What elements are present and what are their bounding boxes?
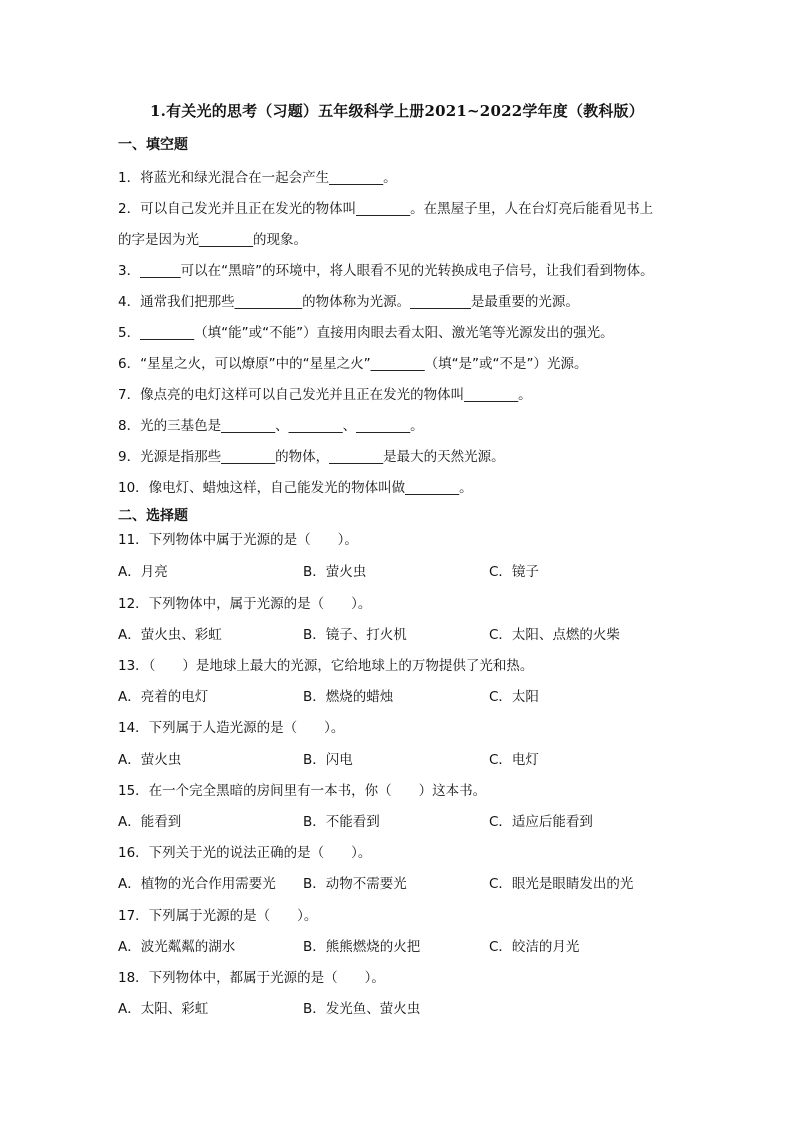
choice-16-option-b: B．动物不需要光 [303,876,407,892]
choice-14-option-b: B．闪电 [303,752,353,768]
choice-12-option-b: B．镜子、打火机 [303,627,407,643]
choice-question-12: 12．下列物体中，属于光源的是（ ）。 [118,596,372,612]
section-fill-in-heading: 一、填空题 [118,137,188,153]
fill-question-3: 3．______可以在“黑暗”的环境中，将人眼看不见的光转换成电子信号，让我们看到物体。 [118,263,654,279]
choice-question-11: 11．下列物体中属于光源的是（ ）。 [118,532,358,548]
choice-13-option-c: C．太阳 [489,689,539,705]
choice-17-option-c: C．皎洁的月光 [489,939,580,955]
choice-question-15: 15．在一个完全黑暗的房间里有一本书，你（ ）这本书。 [118,783,487,799]
choice-12-option-a: A．萤火虫、彩虹 [118,627,222,643]
choice-17-option-a: A．波光粼粼的湖水 [118,939,236,955]
fill-question-6: 6．“星星之火，可以燎原”中的“星星之火”________（填“是”或“不是”）光源。 [118,356,588,372]
choice-11-option-c: C．镜子 [489,564,539,580]
fill-question-8: 8．光的三基色是________、________、________。 [118,418,424,434]
choice-14-option-c: C．电灯 [489,752,539,768]
page-title: 1.有关光的思考（习题）五年级科学上册2021~2022学年度（教科版） [150,102,644,120]
choice-11-option-b: B．萤火虫 [303,564,367,580]
choice-question-18: 18．下列物体中，都属于光源的是（ ）。 [118,970,385,986]
fill-question-10: 10．像电灯、蜡烛这样，自己能发光的物体叫做________。 [118,480,473,496]
choice-12-option-c: C．太阳、点燃的火柴 [489,627,620,643]
fill-question-5: 5．________（填“能”或“不能”）直接用肉眼去看太阳、激光笔等光源发出的强光。 [118,325,614,341]
choice-13-option-a: A．亮着的电灯 [118,689,209,705]
fill-question-7: 7．像点亮的电灯这样可以自己发光并且正在发光的物体叫________。 [118,387,532,403]
choice-16-option-c: C．眼光是眼睛发出的光 [489,876,634,892]
fill-question-2: 2．可以自己发光并且正在发光的物体叫________。在黑屋子里，人在台灯亮后能看见书上 [118,201,654,217]
choice-16-option-a: A．植物的光合作用需要光 [118,876,276,892]
choice-11-option-a: A．月亮 [118,564,168,580]
fill-question-4: 4．通常我们把那些__________的物体称为光源。_________是最重要的光源。 [118,294,579,310]
choice-14-option-a: A．萤火虫 [118,752,182,768]
fill-question-9: 9．光源是指那些________的物体，________是最大的天然光源。 [118,449,505,465]
choice-question-17: 17．下列属于光源的是（ ）。 [118,908,318,924]
choice-15-option-b: B．不能看到 [303,814,380,830]
choice-question-14: 14．下列属于人造光源的是（ ）。 [118,720,345,736]
choice-13-option-b: B．燃烧的蜡烛 [303,689,394,705]
choice-question-16: 16．下列关于光的说法正确的是（ ）。 [118,845,372,861]
fill-question-1: 1．将蓝光和绿光混合在一起会产生________。 [118,170,397,186]
choice-18-option-a: A．太阳、彩虹 [118,1001,209,1017]
choice-15-option-a: A．能看到 [118,814,182,830]
section-choice-heading: 二、选择题 [118,508,188,524]
fill-question-2-cont: 的字是因为光________的现象。 [118,232,307,248]
choice-15-option-c: C．适应后能看到 [489,814,593,830]
choice-18-option-b: B．发光鱼、萤火虫 [303,1001,421,1017]
choice-question-13: 13．（ ）是地球上最大的光源，它给地球上的万物提供了光和热。 [118,658,534,674]
choice-17-option-b: B．熊熊燃烧的火把 [303,939,421,955]
